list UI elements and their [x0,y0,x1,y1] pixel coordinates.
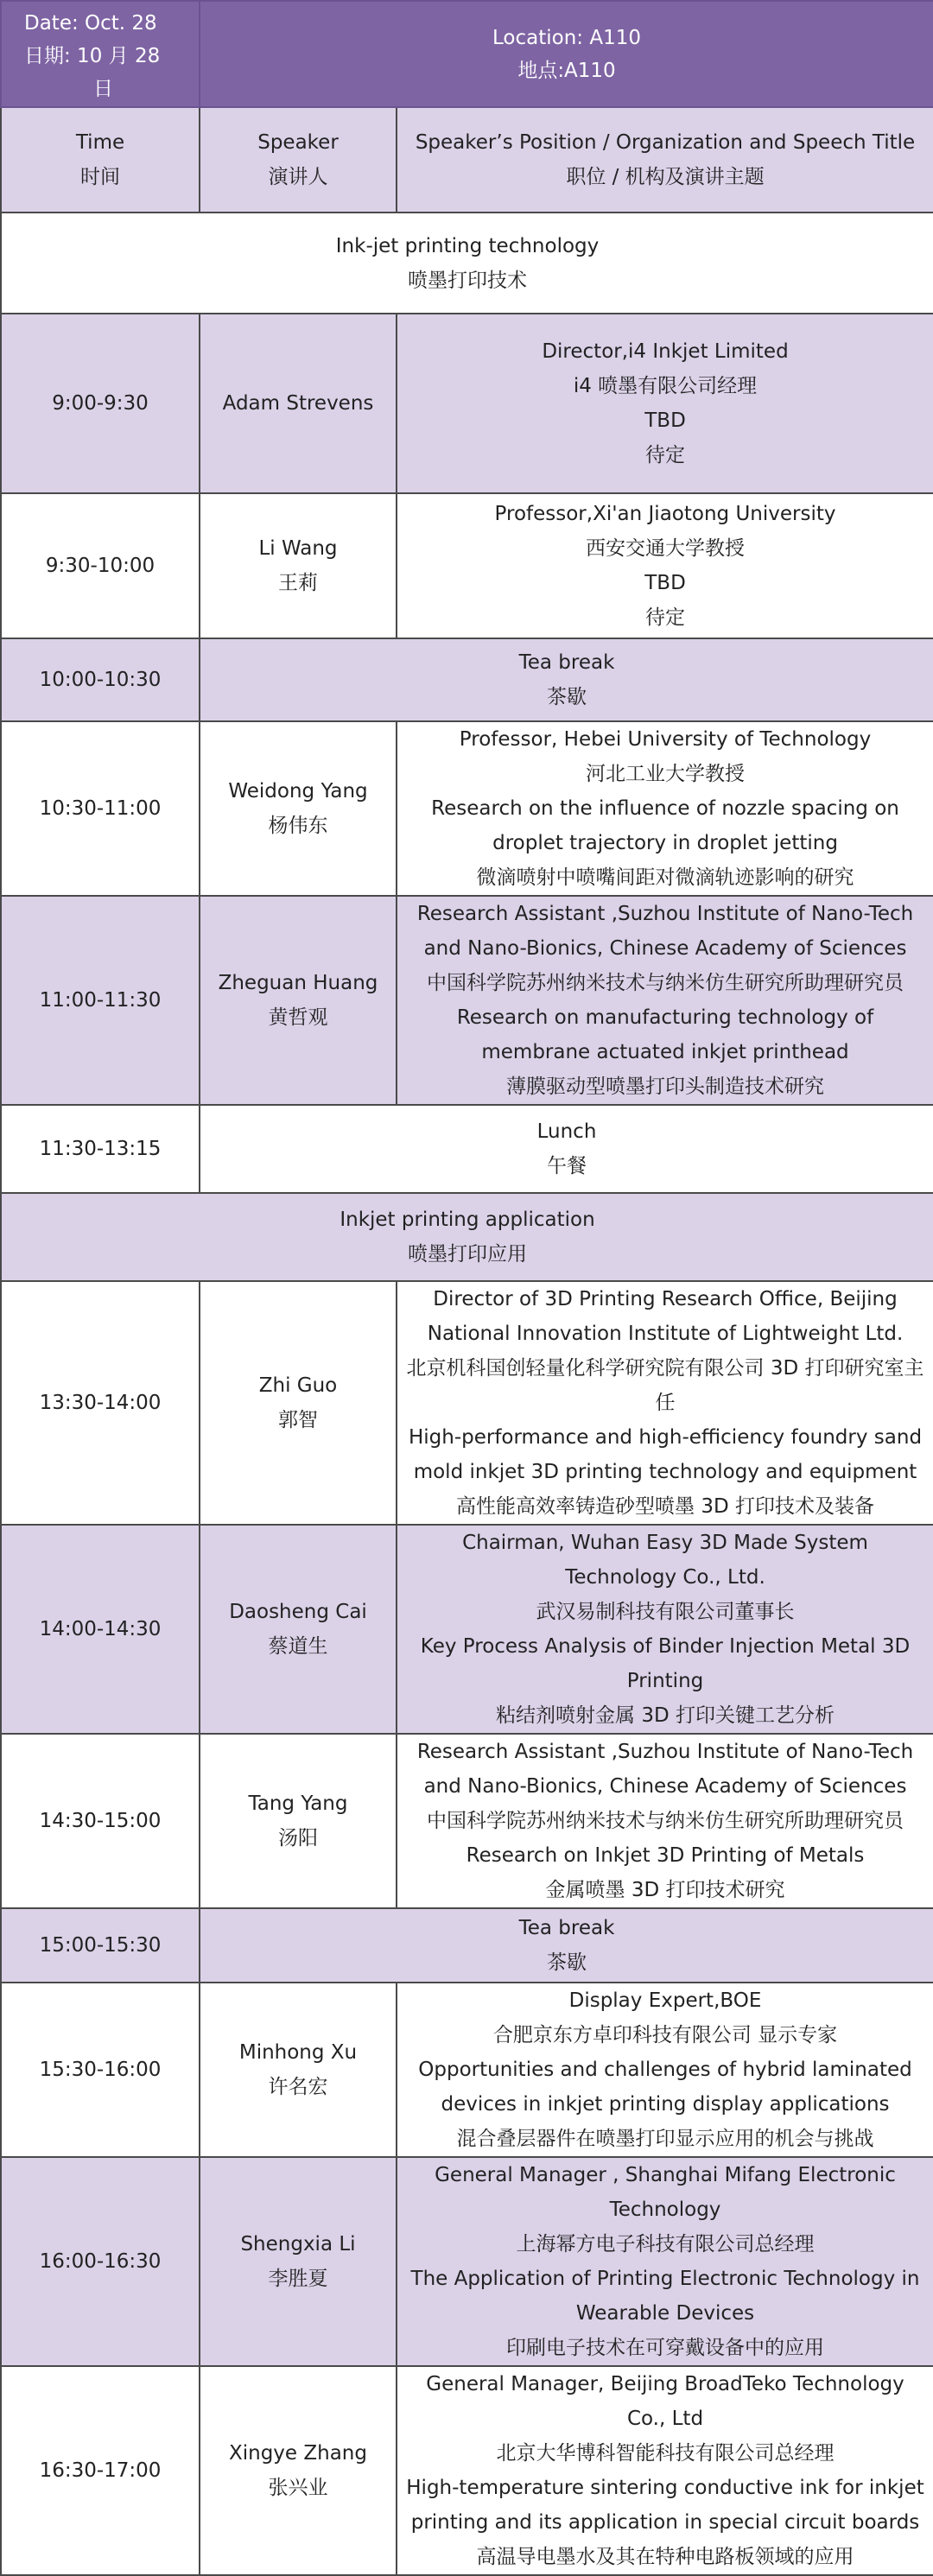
break-label-cell [200,638,933,721]
column-speaker-en: Speaker [257,131,339,154]
details-cell [397,721,933,896]
break-label-line: 茶歇 [547,686,587,708]
section-title-line: Ink-jet printing technology [335,234,600,257]
location-en: Location: A110 [492,26,641,49]
details-line: 待定 [645,444,685,466]
break-row [1,1105,933,1193]
speaker-name-zh: 李胜夏 [268,2268,328,2290]
location-zh: 地点:A110 [517,59,616,82]
header-row [1,1,933,107]
talk-row [1,1983,933,2157]
break-label-cell [200,1105,933,1193]
time-cell [1,2366,200,2575]
speaker-name: Zhi Guo [258,1374,338,1397]
section-title-line: Inkjet printing application [340,1209,595,1231]
details-line: 北京大华博科智能科技有限公司总经理 [496,2442,835,2465]
talk-row [1,493,933,638]
time-cell [1,721,200,896]
details-line: Professor,Xi'an Jiaotong University [494,503,836,525]
details-line: Professor, Hebei University of Technology [459,728,872,751]
time-slot: 14:00-14:30 [39,1618,162,1640]
details-line: Display Expert,BOE [568,1989,762,2012]
time-slot: 15:00-15:30 [39,1934,162,1957]
section-row [1,213,933,314]
talk-row [1,1525,933,1734]
section-title-line: 喷墨打印应用 [408,1243,527,1266]
speaker-name-zh: 张兴业 [268,2477,328,2499]
details-line: 待定 [645,606,685,629]
speaker-name: Minhong Xu [238,2041,358,2064]
details-line: i4 喷墨有限公司经理 [573,375,758,397]
column-header-time [1,107,200,213]
details-line: 高温导电墨水及其在特种电路板领域的应用 [476,2546,854,2568]
speaker-name: Li Wang [258,537,338,560]
location-cell [200,1,933,107]
details-cell [397,1281,933,1525]
break-label-line: Tea break [518,651,615,674]
talk-row [1,721,933,896]
speaker-cell [200,1525,397,1734]
time-cell [1,1281,200,1525]
break-row [1,1908,933,1983]
speaker-cell [200,2366,397,2575]
speaker-name-zh: 汤阳 [278,1827,318,1850]
column-position-en: Speaker’s Position / Organization and Speech Title [415,131,916,154]
date-zh: 日期: 10 月 28 [24,45,161,67]
speaker-cell [200,721,397,896]
time-cell [1,1983,200,2157]
talk-row [1,896,933,1105]
details-line: The Application of Printing Electronic Technology in Wearable Devices [410,2268,920,2325]
details-cell [397,493,933,638]
break-row [1,638,933,721]
time-cell [1,1734,200,1908]
time-cell [1,896,200,1105]
details-line: Research on the influence of nozzle spacing on droplet trajectory in droplet jetting [431,797,899,854]
details-line: Director of 3D Printing Research Office, Beijing National Innovation Institute of Lightweight Ltd. [427,1288,904,1345]
break-label-line: Tea break [518,1917,615,1939]
time-slot: 14:30-15:00 [39,1810,162,1832]
speaker-cell [200,493,397,638]
details-line: TBD [644,409,686,432]
speaker-name: Weidong Yang [228,780,368,803]
details-line: 微滴喷射中喷嘴间距对微滴轨迹影响的研究 [476,866,854,889]
column-header-row [1,107,933,213]
speaker-cell [200,314,397,493]
talk-row [1,2366,933,2575]
time-slot: 9:30-10:00 [45,555,156,577]
time-slot: 16:30-17:00 [39,2459,162,2482]
details-line: Research Assistant ,Suzhou Institute of Nano-Tech and Nano-Bionics, Chinese Academy of Sciences [416,1741,914,1798]
details-line: 北京机科国创轻量化科学研究院有限公司 3D 打印研究室主任 [406,1357,924,1414]
speaker-name: Tang Yang [248,1792,348,1815]
break-label-line: Lunch [536,1120,597,1143]
details-line: 中国科学院苏州纳米技术与纳米仿生研究所助理研究员 [427,1810,904,1832]
section-title-cell [1,1193,933,1281]
time-slot: 10:00-10:30 [39,669,162,691]
time-cell [1,493,200,638]
details-line: 河北工业大学教授 [586,763,745,785]
speaker-name-zh: 许名宏 [268,2076,328,2098]
talk-row [1,2157,933,2366]
details-line: 高性能高效率铸造砂型喷墨 3D 打印技术及装备 [456,1495,874,1518]
details-cell [397,2157,933,2366]
speaker-name-zh: 黄哲观 [268,1006,328,1029]
time-slot: 11:00-11:30 [39,989,162,1012]
column-time-zh: 时间 [80,166,120,188]
details-cell [397,2366,933,2575]
details-line: Opportunities and challenges of hybrid laminated devices in inkjet printing display applications [418,2059,912,2116]
section-title-line: 喷墨打印技术 [408,269,527,292]
speaker-cell [200,896,397,1105]
speaker-name: Shengxia Li [240,2233,356,2256]
details-line: 印刷电子技术在可穿戴设备中的应用 [506,2337,824,2359]
details-line: General Manager, Beijing BroadTeko Technology Co., Ltd [426,2373,904,2430]
break-label-line: 午餐 [547,1155,587,1177]
details-line: 合肥京东方卓印科技有限公司 显示专家 [492,2024,838,2046]
section-title-cell [1,213,933,314]
details-cell [397,1734,933,1908]
speaker-name: Xingye Zhang [228,2442,367,2465]
date-en: Date: Oct. 28 [24,12,157,35]
date-zh-cont: 日 [93,78,113,100]
time-slot: 10:30-11:00 [39,797,162,820]
details-line: 粘结剂喷射金属 3D 打印关键工艺分析 [496,1704,835,1727]
details-line: 武汉易制科技有限公司董事长 [536,1601,795,1623]
details-cell [397,1525,933,1734]
talk-row [1,1734,933,1908]
speaker-name-zh: 杨伟东 [268,815,328,837]
details-line: High-temperature sintering conductive ink for inkjet printing and its application in special circuit boards [406,2477,924,2534]
details-line: 金属喷墨 3D 打印技术研究 [545,1879,785,1901]
time-cell [1,314,200,493]
details-line: 中国科学院苏州纳米技术与纳米仿生研究所助理研究员 [427,972,904,994]
speaker-name: Daosheng Cai [229,1601,367,1623]
speaker-cell [200,1734,397,1908]
details-line: Research Assistant ,Suzhou Institute of Nano-Tech and Nano-Bionics, Chinese Academy of Sciences [416,903,914,960]
speaker-name: Adam Strevens [222,392,374,415]
details-cell [397,1983,933,2157]
section-row [1,1193,933,1281]
time-cell [1,1105,200,1193]
details-line: 西安交通大学教授 [586,537,745,560]
date-cell [1,1,200,107]
details-cell [397,314,933,493]
time-slot: 13:30-14:00 [39,1392,162,1414]
details-line: Director,i4 Inkjet Limited [542,340,789,363]
time-cell [1,2157,200,2366]
speaker-cell [200,1281,397,1525]
column-speaker-zh: 演讲人 [268,166,328,188]
break-label-cell [200,1908,933,1983]
break-label-line: 茶歇 [547,1951,587,1974]
speaker-cell [200,1983,397,2157]
column-position-zh: 职位 / 机构及演讲主题 [566,166,765,188]
time-slot: 16:00-16:30 [39,2250,162,2273]
column-header-speaker [200,107,397,213]
speaker-cell [200,2157,397,2366]
speaker-name-zh: 王莉 [278,572,318,594]
details-line: Research on Inkjet 3D Printing of Metals [466,1844,865,1867]
time-cell [1,1908,200,1983]
details-line: Key Process Analysis of Binder Injection Metal 3D Printing [420,1635,911,1692]
details-line: General Manager , Shanghai Mifang Electronic Technology [435,2164,896,2221]
column-time-en: Time [75,131,125,154]
speaker-name: Zheguan Huang [218,972,378,994]
time-cell [1,1525,200,1734]
time-slot: 15:30-16:00 [39,2059,162,2081]
talk-row [1,314,933,493]
details-line: 薄膜驱动型喷墨打印头制造技术研究 [506,1075,824,1098]
details-cell [397,896,933,1105]
details-line: 混合叠层器件在喷墨打印显示应用的机会与挑战 [456,2128,874,2150]
details-line: 上海幂方电子科技有限公司总经理 [516,2233,815,2256]
speaker-name-zh: 蔡道生 [268,1635,328,1658]
details-line: Chairman, Wuhan Easy 3D Made System Technology Co., Ltd. [462,1532,868,1589]
details-line: High-performance and high-efficiency foundry sand mold inkjet 3D printing technology and equipment [408,1426,923,1483]
details-line: Research on manufacturing technology of membrane actuated inkjet printhead [456,1006,874,1063]
talk-row [1,1281,933,1525]
time-slot: 11:30-13:15 [39,1138,162,1160]
speaker-name-zh: 郭智 [278,1409,318,1431]
time-cell [1,638,200,721]
column-header-position [397,107,933,213]
time-slot: 9:00-9:30 [52,392,149,415]
details-line: TBD [644,572,686,594]
